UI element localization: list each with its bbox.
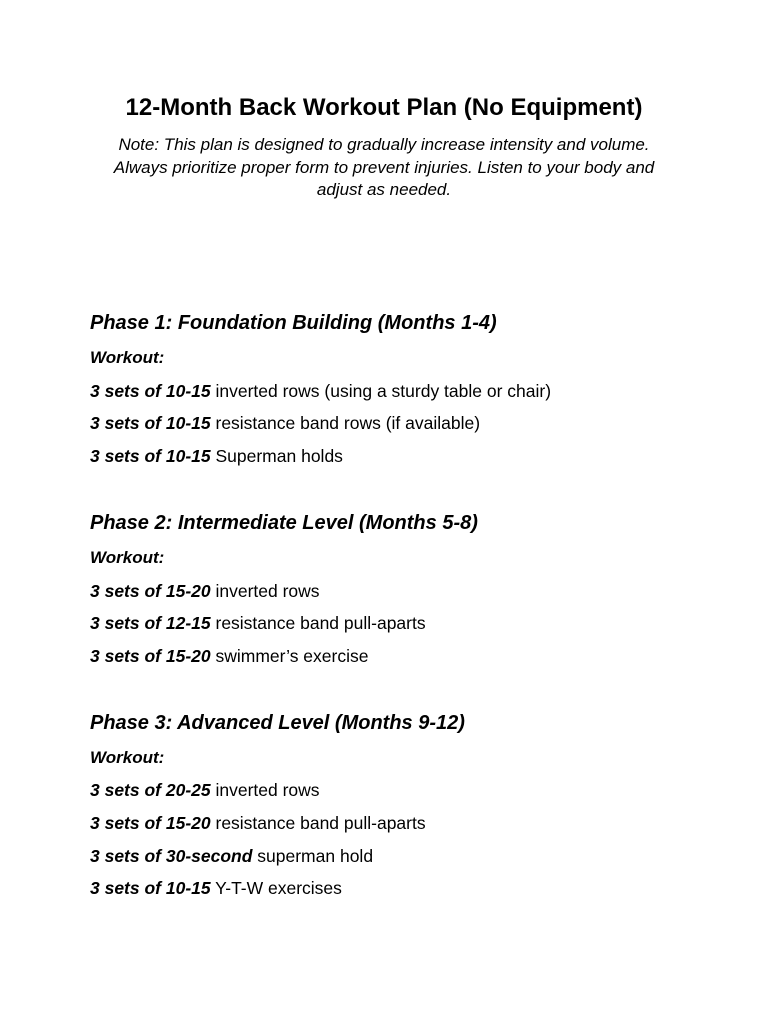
phase-1-exercise-2 [90, 412, 480, 434]
phase-3-exercise-3 [90, 845, 373, 867]
phase-2-heading: Phase 2: Intermediate Level (Months 5-8) [90, 512, 478, 534]
exercise-name: resistance band rows (if available) [210, 413, 481, 433]
exercise-name: swimmer’s exercise [210, 646, 369, 666]
intro-note: Note: This plan is designed to gradually increase intensity and volume. Always prioritize proper form to prevent injuries. Listen to your body and adjust as needed. [113, 135, 655, 199]
exercise-sets: 3 sets of 15-20 [90, 813, 211, 833]
exercise-name: Y-T-W exercises [210, 878, 342, 898]
exercise-name: inverted rows (using a sturdy table or chair) [210, 381, 552, 401]
exercise-sets: 3 sets of 15-20 [90, 646, 211, 666]
exercise-name: superman hold [252, 846, 374, 866]
exercise-name: resistance band pull-aparts [210, 813, 426, 833]
phase-3-exercise-4 [90, 877, 342, 899]
exercise-sets: 3 sets of 12-15 [90, 613, 211, 633]
exercise-name: inverted rows [210, 780, 320, 800]
phase-3-exercise-1 [90, 779, 320, 801]
exercise-name: Superman holds [210, 446, 343, 466]
exercise-sets: 3 sets of 30-second [90, 846, 253, 866]
exercise-sets: 3 sets of 20-25 [90, 780, 211, 800]
phase-2-exercise-2 [90, 612, 426, 634]
exercise-sets: 3 sets of 10-15 [90, 446, 211, 466]
phase-3-heading: Phase 3: Advanced Level (Months 9-12) [90, 712, 465, 734]
page-title: 12-Month Back Workout Plan (No Equipment) [125, 94, 643, 121]
phase-2-exercise-3 [90, 645, 368, 667]
exercise-name: resistance band pull-aparts [210, 613, 426, 633]
phase-1-exercise-3 [90, 445, 343, 467]
phase-2-exercise-1 [90, 580, 320, 602]
phase-3-exercise-2 [90, 812, 426, 834]
phase-3-workout-label: Workout: [90, 748, 165, 767]
exercise-sets: 3 sets of 10-15 [90, 878, 211, 898]
phase-2-workout-label: Workout: [90, 548, 165, 567]
phase-1-workout-label: Workout: [90, 348, 165, 367]
exercise-name: inverted rows [210, 581, 320, 601]
exercise-sets: 3 sets of 15-20 [90, 581, 211, 601]
phase-1-exercise-1 [90, 380, 551, 402]
exercise-sets: 3 sets of 10-15 [90, 381, 211, 401]
exercise-sets: 3 sets of 10-15 [90, 413, 211, 433]
phase-1-heading: Phase 1: Foundation Building (Months 1-4) [90, 312, 497, 334]
